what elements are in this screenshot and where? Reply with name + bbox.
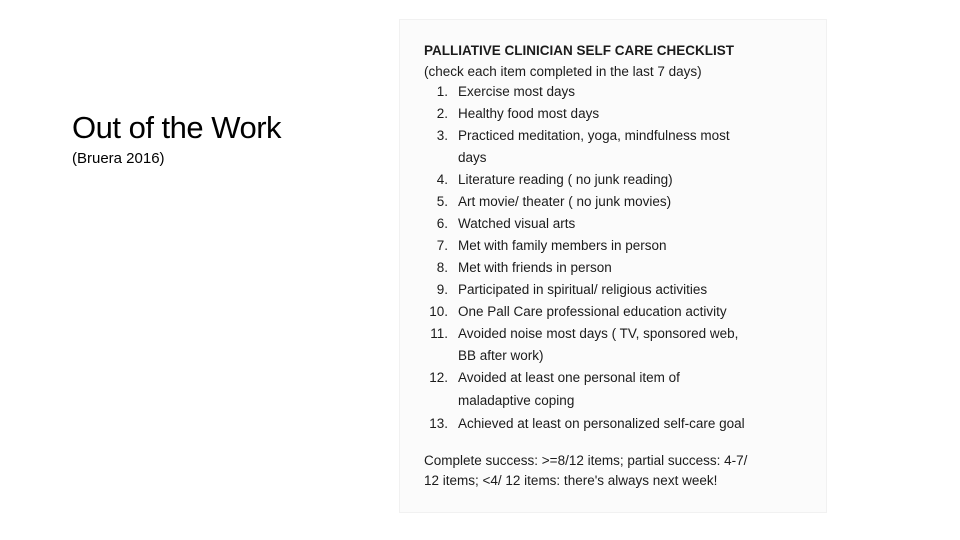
- item-text: Achieved at least on personalized self-care goal: [458, 416, 745, 431]
- item-text: Met with friends in person: [458, 260, 612, 275]
- item-text: One Pall Care professional education activity: [458, 304, 727, 319]
- checklist-heading: PALLIATIVE CLINICIAN SELF CARE CHECKLIST: [424, 43, 734, 58]
- item-number: 3.: [436, 128, 448, 143]
- item-text: Exercise most days: [458, 84, 576, 99]
- item-number: 2.: [436, 106, 448, 121]
- scoring-note-line: 12 items; <4/ 12 items: there's always next week!: [424, 473, 718, 488]
- slide-title: Out of the Work: [72, 110, 282, 145]
- item-number: 12.: [429, 370, 448, 385]
- item-text: Literature reading ( no junk reading): [458, 172, 673, 187]
- item-number: 13.: [429, 416, 448, 431]
- item-number: 1.: [436, 84, 448, 99]
- item-text: Practiced meditation, yoga, mindfulness most: [458, 128, 730, 143]
- item-text-continued: BB after work): [458, 348, 544, 363]
- item-text: Art movie/ theater ( no junk movies): [458, 194, 672, 209]
- item-number: 9.: [436, 282, 448, 297]
- checklist-instructions: (check each item completed in the last 7 days): [424, 64, 702, 79]
- item-text: Participated in spiritual/ religious activities: [458, 282, 708, 297]
- item-text: Healthy food most days: [458, 106, 600, 121]
- scoring-note-line: Complete success: >=8/12 items; partial success: 4-7/: [424, 453, 748, 468]
- item-text: Met with family members in person: [458, 238, 667, 253]
- item-text: Avoided at least one personal item of: [458, 370, 680, 385]
- item-number: 5.: [436, 194, 448, 209]
- item-text-continued: maladaptive coping: [458, 393, 575, 408]
- item-number: 11.: [430, 326, 448, 341]
- item-text: Watched visual arts: [458, 216, 576, 231]
- item-text: Avoided noise most days ( TV, sponsored web,: [458, 326, 739, 341]
- checklist-scan-image: [400, 20, 826, 512]
- slide-subtitle: (Bruera 2016): [72, 150, 165, 167]
- item-number: 4.: [436, 172, 448, 187]
- item-number: 10.: [429, 304, 448, 319]
- item-number: 7.: [436, 238, 448, 253]
- item-text-continued: days: [458, 150, 487, 165]
- item-number: 8.: [436, 260, 448, 275]
- item-number: 6.: [436, 216, 448, 231]
